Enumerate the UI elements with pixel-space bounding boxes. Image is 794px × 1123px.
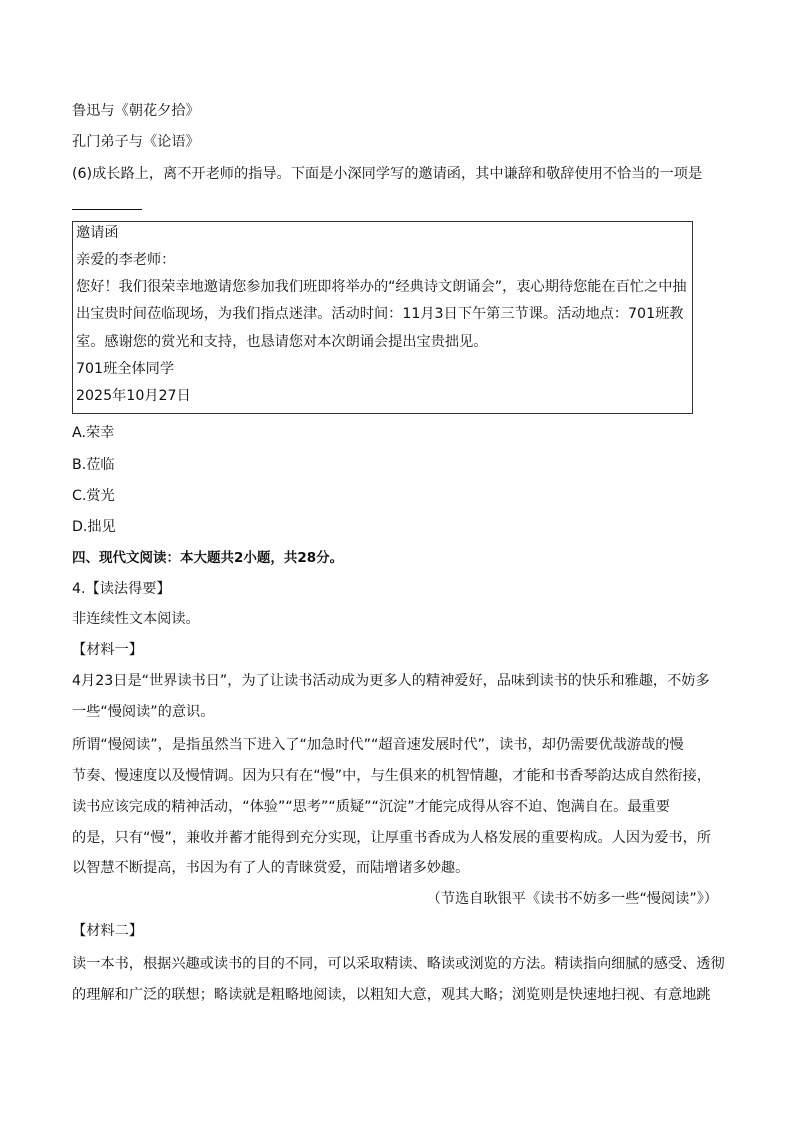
letter-body-line: 出宝贵时间莅临现场，为我们指点迷津。活动时间：11月3日下午第三节课。活动地点：701班教 xyxy=(76,306,684,322)
paragraph-line: 一些“慢阅读”的意识。 xyxy=(72,704,215,720)
paragraph-line: 读书应该完成的精神活动，“体验”“思考”“质疑”“沉淀”才能完成得从容不迫、饱满自在。最重要 xyxy=(72,799,670,815)
invitation-letter-box xyxy=(72,221,693,414)
option-d: D.拙见 xyxy=(72,519,116,535)
material-one-label: 【材料一】 xyxy=(72,642,143,658)
question-4: 4.【读法得要】 xyxy=(72,581,171,597)
paragraph-line: 的是，只有“慢”，兼收并蓄才能得到充分实现，让厚重书香成为人格发展的重要构成。人因为爱书，所 xyxy=(72,830,711,846)
paragraph-line: 节奏、慢速度以及慢情调。因为只有在“慢”中，与生俱来的机智情趣，才能和书香琴韵达成自然衔接， xyxy=(72,768,711,784)
letter-title: 邀请函 xyxy=(76,225,119,241)
letter-greeting: 亲爱的李老师： xyxy=(76,252,176,268)
paragraph-line: 的理解和广泛的联想；略读就是粗略地阅读，以粗知大意，观其大略；浏览则是快速地扫视、有意地跳 xyxy=(72,987,711,1003)
option-c: C.赏光 xyxy=(72,488,115,504)
option-a: A.荣幸 xyxy=(72,425,115,441)
paragraph-line: 读一本书，根据兴趣或读书的目的不同，可以采取精读、略读或浏览的方法。精读指向细腻的感受、透彻 xyxy=(72,956,725,972)
option-b: B.莅临 xyxy=(72,457,115,473)
reading-intro: 非连续性文本阅读。 xyxy=(72,611,200,627)
letter-body-line: 室。感谢您的赏光和支持，也恳请您对本次朗诵会提出宝贵拙见。 xyxy=(76,334,488,350)
material-two-label: 【材料二】 xyxy=(72,923,143,939)
line-kong-men: 孔门弟子与《论语》 xyxy=(72,134,200,150)
letter-body-line: 您好！我们很荣幸地邀请您参加我们班即将举办的“经典诗文朗诵会”，衷心期待您能在百忙之中抽 xyxy=(76,279,687,295)
material-one-source: （节选自耿银平《读书不妨多一些“慢阅读”》） xyxy=(426,891,718,907)
answer-blank xyxy=(72,209,142,210)
paragraph-line: 以智慧不断提高，书因为有了人的青睐赏爱，而陆增诸多妙趣。 xyxy=(72,860,470,876)
letter-signer: 701班全体同学 xyxy=(76,361,175,377)
paragraph-line: 4月23日是“世界读书日”，为了让读书活动成为更多人的精神爱好，品味到读书的快乐和雅趣，不妨多 xyxy=(72,673,710,689)
section-heading: 四、现代文阅读：本大题共2小题，共28分。 xyxy=(72,550,344,566)
paragraph-line: 所谓“慢阅读”，是指虽然当下进入了“加急时代”“超音速发展时代”，读书，却仍需要优哉游哉的慢 xyxy=(72,737,684,753)
line-lu-xun: 鲁迅与《朝花夕拾》 xyxy=(72,103,200,119)
letter-date: 2025年10月27日 xyxy=(76,388,191,404)
question-6: (6)成长路上，离不开老师的指导。下面是小深同学写的邀请函，其中谦辞和敬辞使用不恰当的一项是 xyxy=(72,166,703,182)
